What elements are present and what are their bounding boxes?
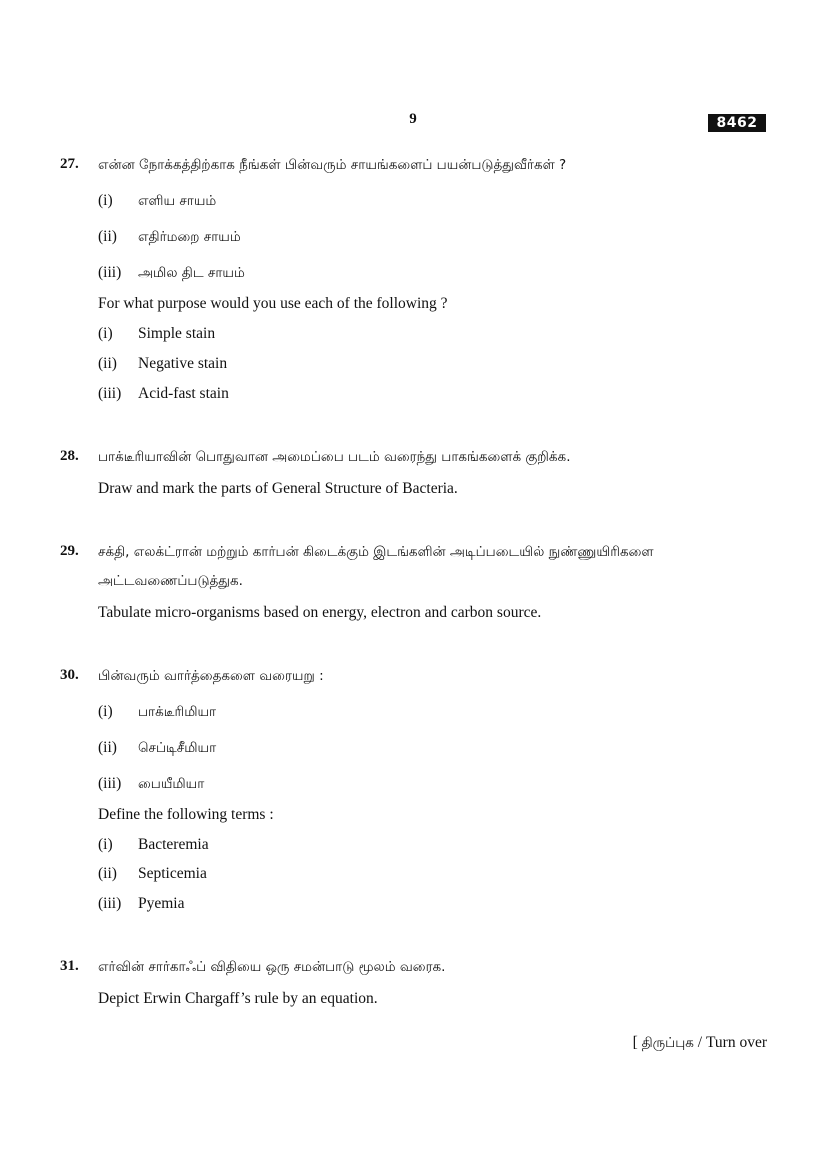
item-roman: (i) — [98, 325, 113, 342]
item-english-text: Negative stain — [138, 355, 228, 372]
question-number: 29. — [60, 543, 79, 559]
item-english-text: Simple stain — [138, 325, 216, 342]
question-english-text: Define the following terms : — [98, 806, 274, 823]
item-roman: (iii) — [98, 895, 122, 912]
item-roman: (iii) — [98, 775, 122, 792]
item-roman: (iii) — [98, 385, 122, 402]
question-english-text: For what purpose would you use each of the following ? — [98, 295, 448, 312]
question-tamil-text: பின்வரும் வார்த்தைகளை வரையறு : — [98, 668, 324, 684]
item-tamil-text: எதிர்மறை சாயம் — [138, 229, 241, 245]
question-number: 30. — [60, 667, 79, 683]
item-tamil-text: அமில திட சாயம் — [138, 265, 245, 281]
footer-separator: / — [697, 1034, 703, 1051]
question-number: 31. — [60, 958, 79, 974]
item-roman: (ii) — [98, 228, 117, 245]
page-number: 9 — [409, 111, 417, 127]
question-tamil-text-continued: அட்டவணைப்படுத்துக. — [98, 573, 243, 589]
footer-tamil: திருப்புக — [641, 1035, 694, 1051]
footer-bracket: [ — [632, 1034, 638, 1051]
paper-code-badge: 8462 — [708, 114, 766, 132]
question-number: 27. — [60, 156, 79, 172]
item-english-text: Pyemia — [138, 895, 185, 912]
item-roman: (ii) — [98, 739, 117, 756]
question-english-text: Tabulate micro-organisms based on energy, electron and carbon source. — [98, 604, 542, 621]
item-roman: (ii) — [98, 865, 117, 882]
footer-english: Turn over — [705, 1034, 767, 1051]
item-english-text: Acid-fast stain — [138, 385, 229, 402]
question-tamil-text: பாக்டீரியாவின் பொதுவான அமைப்பை படம் வரைந்து பாகங்களைக் குறிக்க. — [98, 449, 571, 465]
item-english-text: Bacteremia — [138, 836, 209, 853]
item-roman: (i) — [98, 703, 113, 720]
item-tamil-text: பையீமியா — [138, 776, 205, 792]
turn-over-note — [633, 1034, 767, 1053]
item-roman: (ii) — [98, 355, 117, 372]
item-tamil-text: எளிய சாயம் — [138, 193, 217, 209]
question-tamil-text: எர்வின் சார்காஃப் விதியை ஒரு சமன்பாடு மூலம் வரைக. — [98, 959, 446, 975]
question-english-text: Draw and mark the parts of General Structure of Bacteria. — [98, 480, 458, 497]
question-tamil-text: என்ன நோக்கத்திற்காக நீங்கள் பின்வரும் சாயங்களைப் பயன்படுத்துவீர்கள் ? — [98, 157, 567, 173]
question-number: 28. — [60, 448, 79, 464]
item-tamil-text: பாக்டீரிமியா — [138, 704, 217, 720]
item-roman: (iii) — [98, 264, 122, 281]
item-roman: (i) — [98, 836, 113, 853]
question-english-text: Depict Erwin Chargaff’s rule by an equation. — [98, 990, 378, 1007]
item-roman: (i) — [98, 192, 113, 209]
item-english-text: Septicemia — [138, 865, 207, 882]
question-tamil-text: சக்தி, எலக்ட்ரான் மற்றும் கார்பன் கிடைக்கும் இடங்களின் அடிப்படையில் நுண்ணுயிரிகளை — [98, 544, 654, 560]
item-tamil-text: செப்டிசீமியா — [138, 740, 217, 756]
